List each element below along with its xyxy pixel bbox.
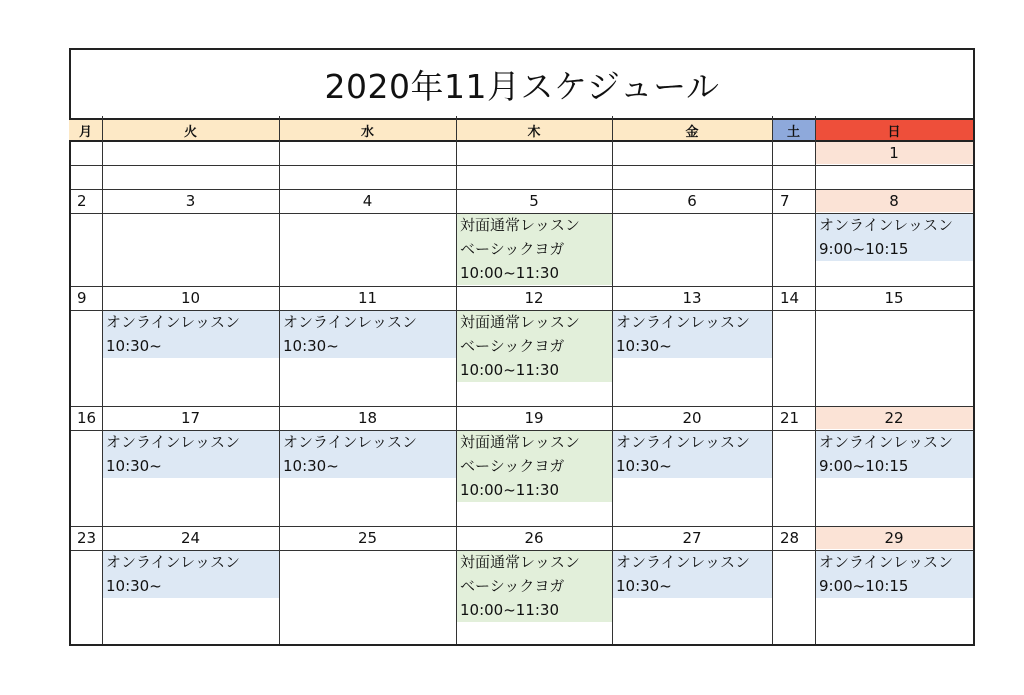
date-sat-28: 28 (780, 529, 800, 547)
grid-hline (71, 213, 973, 214)
weekday-header-wed: 水 (279, 118, 456, 142)
event-line: オンラインレッスン (616, 553, 751, 571)
event-sun-29 (816, 550, 973, 598)
date-sun-8: 8 (815, 190, 973, 212)
event-line: 対面通常レッスン (460, 216, 580, 234)
event-thu-5 (457, 213, 612, 285)
event-line: ベーシックヨガ (460, 457, 565, 475)
date-sun-22: 22 (815, 407, 973, 429)
date-tue-10: 10 (180, 289, 201, 307)
event-line: オンラインレッスン (106, 433, 241, 451)
date-thu-5: 5 (529, 192, 539, 210)
page-title: 2020年11月スケジュール (324, 66, 720, 106)
grid-vline (612, 116, 613, 644)
event-line: オンラインレッスン (616, 433, 751, 451)
date-thu-19: 19 (524, 409, 544, 427)
event-line: 対面通常レッスン (460, 433, 580, 451)
date-fri-20: 20 (682, 409, 702, 427)
event-line: オンラインレッスン (283, 433, 418, 451)
event-line: 10:30~ (616, 337, 672, 355)
grid-hline (71, 550, 973, 551)
event-sun-22 (816, 430, 973, 478)
date-fri-13: 13 (682, 289, 702, 307)
date-sat-21: 21 (780, 409, 800, 427)
date-wed-18: 18 (357, 409, 378, 427)
date-fri-27: 27 (682, 529, 702, 547)
event-fri-13 (613, 310, 772, 358)
event-fri-27 (613, 550, 772, 598)
event-thu-12 (457, 310, 612, 382)
event-line: ベーシックヨガ (460, 337, 565, 355)
event-line: 10:30~ (283, 337, 339, 355)
event-wed-11 (280, 310, 456, 358)
event-wed-18 (280, 430, 456, 478)
event-line: 9:00~10:15 (819, 240, 909, 258)
event-line: 10:00~11:30 (460, 361, 560, 379)
date-fri-6: 6 (687, 192, 697, 210)
date-wed-25: 25 (357, 529, 378, 547)
weekday-header-sat: 土 (772, 118, 815, 142)
date-sun-29: 29 (815, 527, 973, 549)
grid-hline (71, 310, 973, 311)
grid-vline (279, 116, 280, 644)
event-line: オンラインレッスン (819, 553, 954, 571)
event-line: オンラインレッスン (616, 313, 751, 331)
date-tue-17: 17 (180, 409, 201, 427)
event-line: 10:00~11:30 (460, 264, 560, 282)
event-line: 9:00~10:15 (819, 457, 909, 475)
grid-vline (815, 116, 816, 644)
event-line: オンラインレッスン (106, 313, 241, 331)
event-sun-8 (816, 213, 973, 261)
grid-vline (102, 116, 103, 644)
weekday-header-thu: 木 (456, 118, 612, 142)
date-tue-24: 24 (180, 529, 201, 547)
date-mon-23: 23 (77, 529, 97, 547)
event-line: 10:30~ (283, 457, 339, 475)
grid-vline (772, 116, 773, 644)
grid-hline (71, 526, 973, 527)
event-line: 対面通常レッスン (460, 553, 580, 571)
event-thu-26 (457, 550, 612, 622)
event-tue-24 (103, 550, 279, 598)
date-sat-7: 7 (780, 192, 790, 210)
date-mon-9: 9 (77, 289, 87, 307)
date-mon-16: 16 (77, 409, 97, 427)
event-line: 10:00~11:30 (460, 601, 560, 619)
date-sun-15: 15 (884, 289, 904, 307)
event-line: オンラインレッスン (819, 433, 954, 451)
grid-hline (772, 165, 973, 166)
calendar (69, 48, 975, 646)
event-line: ベーシックヨガ (460, 577, 565, 595)
weekday-header-tue: 火 (102, 118, 279, 142)
event-line: オンラインレッスン (283, 313, 418, 331)
date-thu-26: 26 (524, 529, 544, 547)
event-line: オンラインレッスン (106, 553, 241, 571)
event-line: 10:30~ (106, 337, 162, 355)
event-line: 10:30~ (616, 457, 672, 475)
event-line: 9:00~10:15 (819, 577, 909, 595)
weekday-header-sun: 日 (815, 118, 973, 142)
grid-hline (71, 189, 973, 190)
date-thu-12: 12 (524, 289, 544, 307)
grid-vline (456, 116, 457, 644)
date-wed-4: 4 (362, 192, 373, 210)
event-line: 10:00~11:30 (460, 481, 560, 499)
event-line: 10:30~ (616, 577, 672, 595)
date-wed-11: 11 (357, 289, 378, 307)
date-tue-3: 3 (185, 192, 196, 210)
date-sat-14: 14 (780, 289, 800, 307)
date-sun-1: 1 (815, 142, 973, 164)
event-line: 10:30~ (106, 577, 162, 595)
event-line: 対面通常レッスン (460, 313, 580, 331)
event-line: オンラインレッスン (819, 216, 954, 234)
weekday-header-fri: 金 (612, 118, 772, 142)
event-tue-10 (103, 310, 279, 358)
event-line: ベーシックヨガ (460, 240, 565, 258)
event-thu-19 (457, 430, 612, 502)
date-mon-2: 2 (77, 192, 87, 210)
grid-hline (71, 286, 973, 287)
grid-hline (71, 430, 973, 431)
event-line: 10:30~ (106, 457, 162, 475)
event-tue-17 (103, 430, 279, 478)
weekday-header-mon: 月 (69, 118, 102, 142)
event-fri-20 (613, 430, 772, 478)
grid-hline (71, 406, 973, 407)
